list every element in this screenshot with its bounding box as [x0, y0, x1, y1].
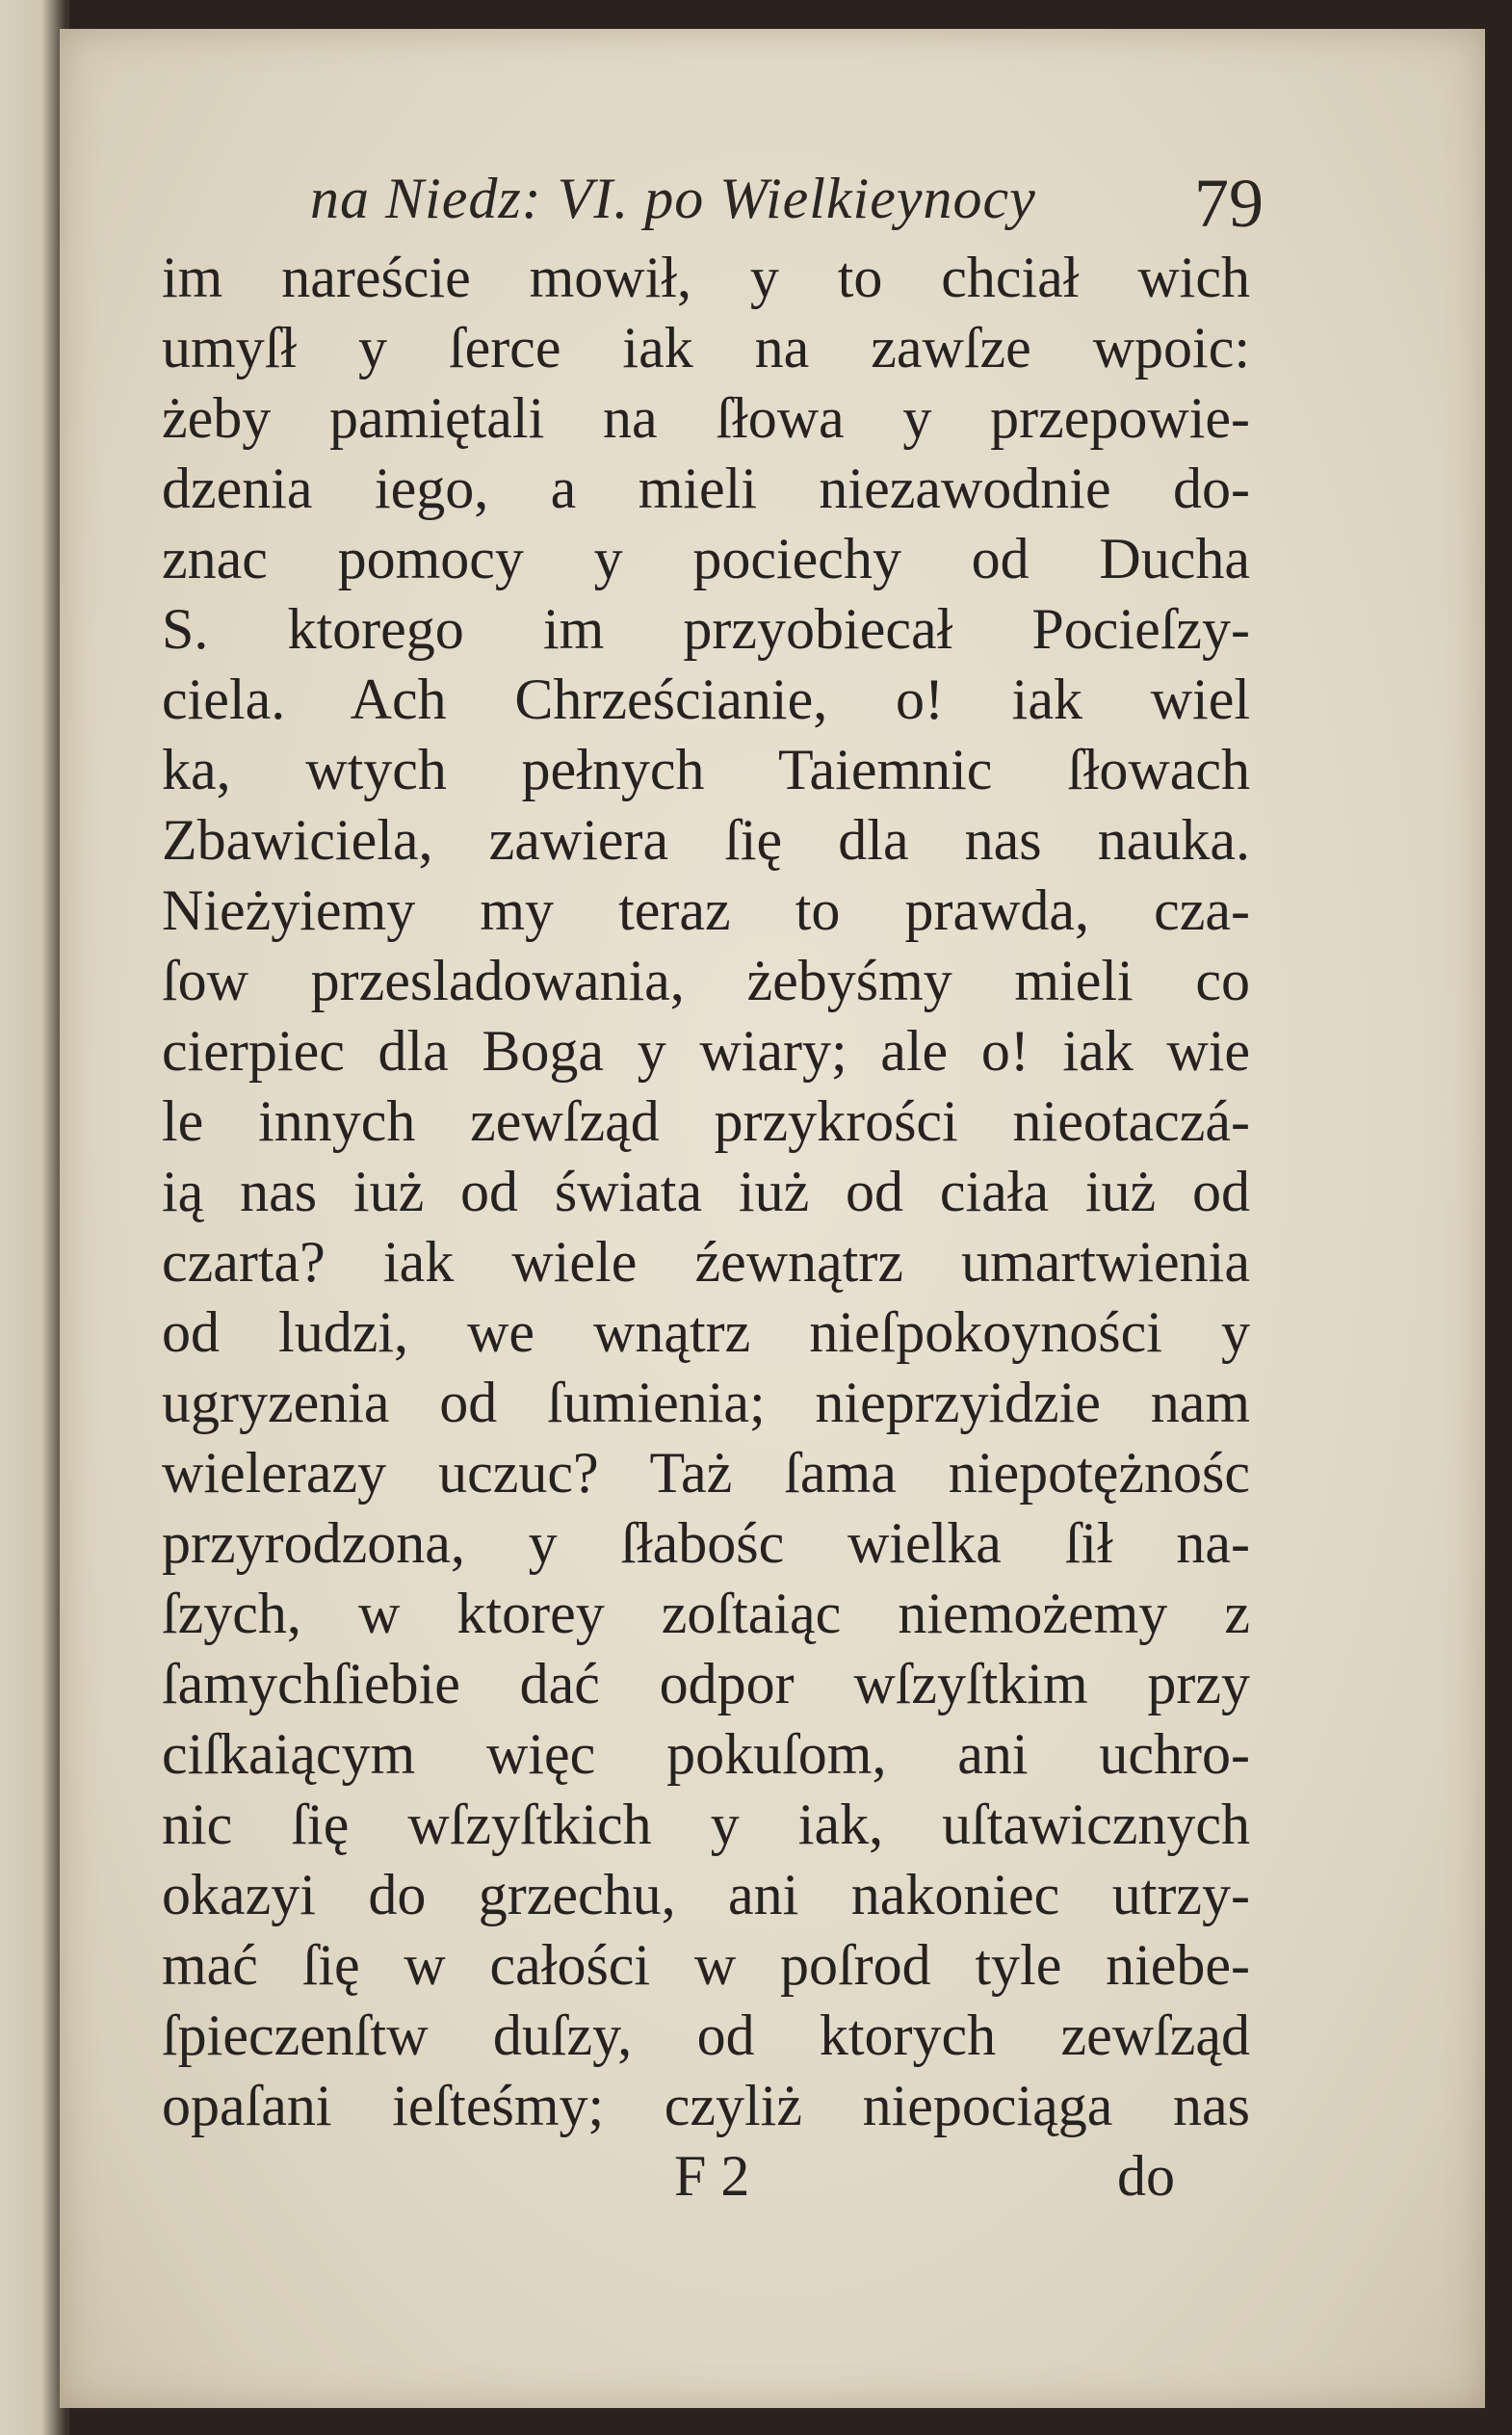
catchword: do — [1117, 2144, 1175, 2208]
text-line: Nieżyiemy my teraz to prawda, cza- — [162, 878, 1250, 942]
page-number: 79 — [1194, 165, 1264, 242]
text-line: nic ſię wſzyſtkich y iak, uſtawicznych — [162, 1793, 1250, 1856]
text-line: od ludzi, we wnątrz nieſpokoyności y — [162, 1300, 1250, 1364]
text-line: ſow przesladowania, żebyśmy mieli co — [162, 949, 1250, 1012]
body-text — [162, 243, 1250, 2141]
text-line: umyſł y ſerce iak na zawſze wpoic: — [162, 316, 1250, 380]
text-line: znac pomocy y pociechy od Ducha — [162, 527, 1250, 590]
text-line: okazyi do grzechu, ani nakoniec utrzy- — [162, 1863, 1250, 1926]
text-line: Zbawiciela, zawiera ſię dla nas nauka. — [162, 808, 1250, 872]
text-line: czarta? iak wiele źewnątrz umartwienia — [162, 1230, 1250, 1294]
text-line: ſzych, w ktorey zoſtaiąc niemożemy z — [162, 1582, 1250, 1645]
text-line: żeby pamiętali na ſłowa y przepowie- — [162, 386, 1250, 450]
text-line: im nareście mowił, y to chciał wich — [162, 246, 1250, 309]
text-line: ciſkaiącym więc pokuſom, ani uchro- — [162, 1722, 1250, 1786]
text-line: ka, wtych pełnych Taiemnic ſłowach — [162, 738, 1250, 801]
text-line: cierpiec dla Boga y wiary; ale o! iak wie — [162, 1019, 1250, 1083]
running-head-title: na Niedz: VI. po Wielkieynocy — [310, 167, 1036, 230]
text-line: dzenia iego, a mieli niezawodnie do- — [162, 457, 1250, 520]
page-footer — [674, 2143, 1175, 2230]
text-line: wielerazy uczuc? Taż ſama niepotężnośc — [162, 1441, 1250, 1505]
text-line: przyrodzona, y ſłabośc wielka ſił na- — [162, 1511, 1250, 1575]
signature-mark: F 2 — [674, 2144, 750, 2208]
text-line: ią nas iuż od świata iuż od ciała iuż od — [162, 1160, 1250, 1223]
text-line: opaſani ieſteśmy; czyliż niepociąga nas — [162, 2074, 1250, 2137]
text-line: ſpieczenſtw duſzy, od ktorych zewſząd — [162, 2003, 1250, 2067]
text-line: mać ſię w całości w poſrod tyle niebe- — [162, 1933, 1250, 1997]
text-line: le innych zewſząd przykrości nieotaczá- — [162, 1089, 1250, 1153]
text-line: ugryzenia od ſumienia; nieprzyidzie nam — [162, 1371, 1250, 1434]
text-line: S. ktorego im przyobiecał Pocieſzy- — [162, 597, 1250, 661]
text-line: ſamychſiebie dać odpor wſzyſtkim przy — [162, 1652, 1250, 1715]
text-line: ciela. Ach Chrześcianie, o! iak wiel — [162, 668, 1250, 731]
